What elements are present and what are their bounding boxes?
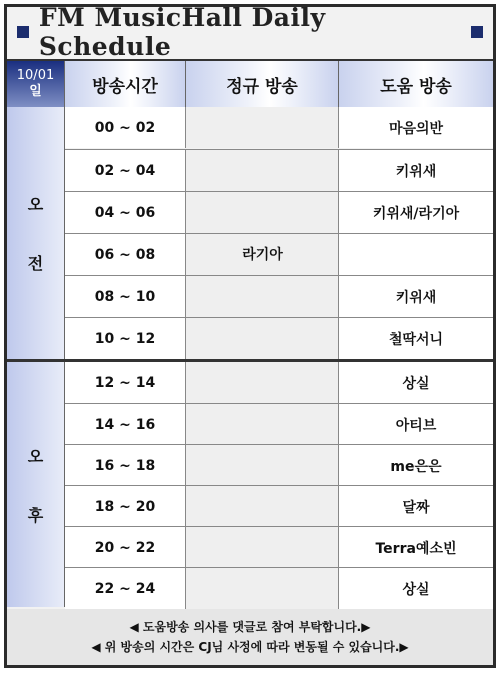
regular-cell (186, 568, 339, 609)
regular-cell (186, 404, 339, 445)
header-help: 도움 방송 (339, 61, 493, 107)
table-row (65, 275, 493, 317)
help-cell: 아티브 (339, 404, 493, 445)
regular-cell (186, 276, 339, 317)
period-am-char-1: 오 (27, 195, 44, 214)
regular-cell (186, 318, 339, 359)
bullet-square-icon (17, 26, 29, 38)
regular-cell (186, 192, 339, 233)
regular-cell (186, 486, 339, 527)
help-cell: 키위새/라기아 (339, 192, 493, 233)
help-cell: 키위새 (339, 276, 493, 317)
header-time: 방송시간 (65, 61, 186, 107)
help-cell: 상실 (339, 568, 493, 609)
table-row (65, 444, 493, 486)
time-cell: 16 ~ 18 (65, 445, 186, 486)
period-pm (7, 362, 65, 607)
title-text: FM MusicHall Daily Schedule (38, 3, 326, 61)
table-row (65, 317, 493, 359)
table-row (65, 362, 493, 404)
date-badge (7, 61, 65, 107)
period-am-char-2: 전 (27, 254, 44, 273)
help-cell: 키위새 (339, 150, 493, 191)
regular-cell (186, 362, 339, 403)
header-regular: 정규 방송 (186, 61, 339, 107)
help-cell (339, 234, 493, 275)
help-cell: 달짜 (339, 486, 493, 527)
schedule-table (7, 59, 493, 607)
table-row (65, 107, 493, 149)
help-cell: me은은 (339, 445, 493, 486)
time-cell: 06 ~ 08 (65, 234, 186, 275)
period-pm-char-2: 후 (27, 505, 44, 525)
help-cell: 상실 (339, 362, 493, 403)
time-cell: 08 ~ 10 (65, 276, 186, 317)
period-pm-char-1: 오 (27, 446, 44, 466)
footer-line-2: ◀ 위 방송의 시간은 CJ님 사정에 따라 변동될 수 있습니다.▶ (91, 640, 409, 654)
time-cell: 02 ~ 04 (65, 150, 186, 191)
regular-broadcast: 라기아 (242, 247, 283, 263)
regular-cell (186, 445, 339, 486)
regular-cell (186, 150, 339, 191)
table-row (65, 149, 493, 191)
time-cell: 14 ~ 16 (65, 404, 186, 445)
schedule-frame (4, 4, 496, 668)
table-row (65, 567, 493, 609)
footer-notice (7, 609, 493, 665)
table-header (7, 61, 493, 107)
period-am (7, 107, 65, 359)
regular-cell (186, 107, 339, 148)
time-cell: 04 ~ 06 (65, 192, 186, 233)
footer-line-1: ◀ 도움방송 의사를 댓글로 참여 부탁합니다.▶ (129, 620, 371, 634)
time-cell: 22 ~ 24 (65, 568, 186, 609)
regular-cell (186, 527, 339, 568)
table-row (65, 191, 493, 233)
time-cell: 18 ~ 20 (65, 486, 186, 527)
help-cell: Terra예소빈 (339, 527, 493, 568)
table-row (65, 485, 493, 527)
time-cell: 00 ~ 02 (65, 107, 186, 148)
weekday-text: 일 (29, 84, 42, 99)
table-row (65, 403, 493, 445)
help-cell: 마음의반 (339, 107, 493, 148)
time-cell: 12 ~ 14 (65, 362, 186, 403)
date-text: 10/01 (16, 68, 55, 83)
time-cell: 20 ~ 22 (65, 527, 186, 568)
bullet-square-icon (471, 26, 483, 38)
time-cell: 10 ~ 12 (65, 318, 186, 359)
table-row (65, 526, 493, 568)
help-cell: 철딱서니 (339, 318, 493, 359)
page-title (7, 3, 493, 61)
